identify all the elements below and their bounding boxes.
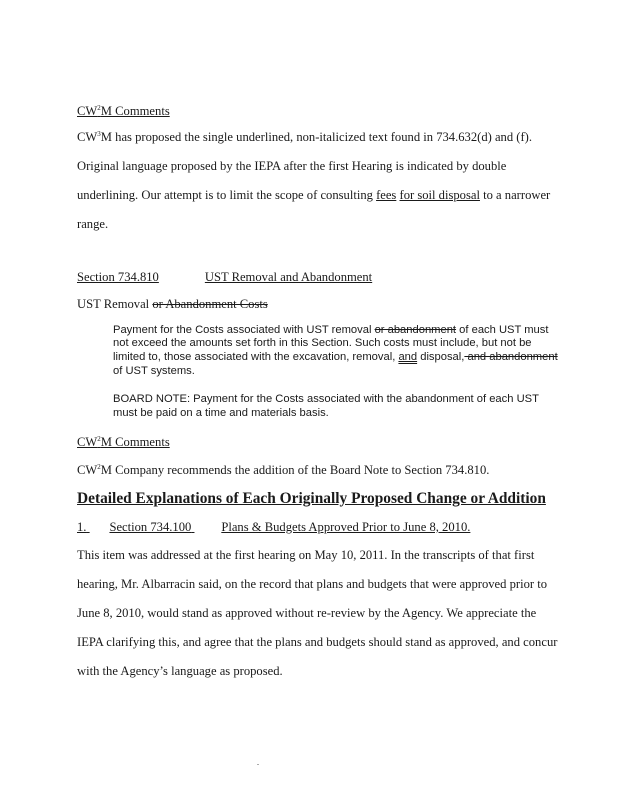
section-734-810-subheading: UST Removal or Abandonment Costs <box>77 297 268 311</box>
cwm-comments-heading-1: $CW^2M$ Comments <box>77 104 170 118</box>
cwm-comments-paragraph-line-3: underlining. Our attempt is to limit the scope of consulting fees for soil disposal to a narrower <box>77 188 551 202</box>
cwm-comments-heading-2: $CW^2M$ Comments <box>77 435 170 449</box>
detailed-explanations-heading: Detailed Explanations of Each Originally Proposed Change or Addition <box>77 490 546 507</box>
item-1-heading: 1. Section 734.100 Plans & Budgets Approved Prior to June 8, 2010. <box>77 520 471 534</box>
item-1-body-line-4: IEPA clarifying this, and agree that the plans and budgets should stand as approved, and concur <box>77 635 558 649</box>
section-body-line-2: not exceed the amounts set forth in this Section. Such costs must include, but not be <box>113 337 532 349</box>
item-1-body-line-3: June 8, 2010, would stand as approved without re-review by the Agency. We appreciate the <box>77 606 537 620</box>
section-body-line-4: of UST systems. <box>113 365 195 377</box>
cwm-comments-paragraph-line-4: range. <box>77 217 109 231</box>
board-note-line-2: must be paid on a time and materials basis. <box>113 407 329 419</box>
board-note-line-1: BOARD NOTE: Payment for the Costs associated with the abandonment of each UST <box>113 393 539 405</box>
page-footer-mark: . <box>257 758 259 767</box>
item-1-body-line-1: This item was addressed at the first hearing on May 10, 2011. In the transcripts of that first <box>77 548 535 562</box>
cwm-comments-paragraph-line-1: $CW^3M$ has proposed the single underlined, non-italicized text found in 734.632(d) and (f). <box>77 130 533 144</box>
section-734-810-heading: Section 734.810 UST Removal and Abandonment <box>77 270 373 284</box>
item-1-body-line-5: with the Agency’s language as proposed. <box>77 664 283 678</box>
item-1-body-line-2: hearing, Mr. Albarracin said, on the record that plans and budgets that were approved prior to <box>77 577 548 591</box>
section-body-line-1: Payment for the Costs associated with UST removal or abandonment of each UST must <box>113 324 549 336</box>
cwm-recommendation-text: $CW^2M$ Company recommends the addition of the Board Note to Section 734.810. <box>77 463 490 477</box>
section-body-line-3: limited to, those associated with the excavation, removal, and disposal, and abandonment <box>113 351 558 363</box>
cwm-comments-paragraph-line-2: Original language proposed by the IEPA after the first Hearing is indicated by double <box>77 159 507 173</box>
